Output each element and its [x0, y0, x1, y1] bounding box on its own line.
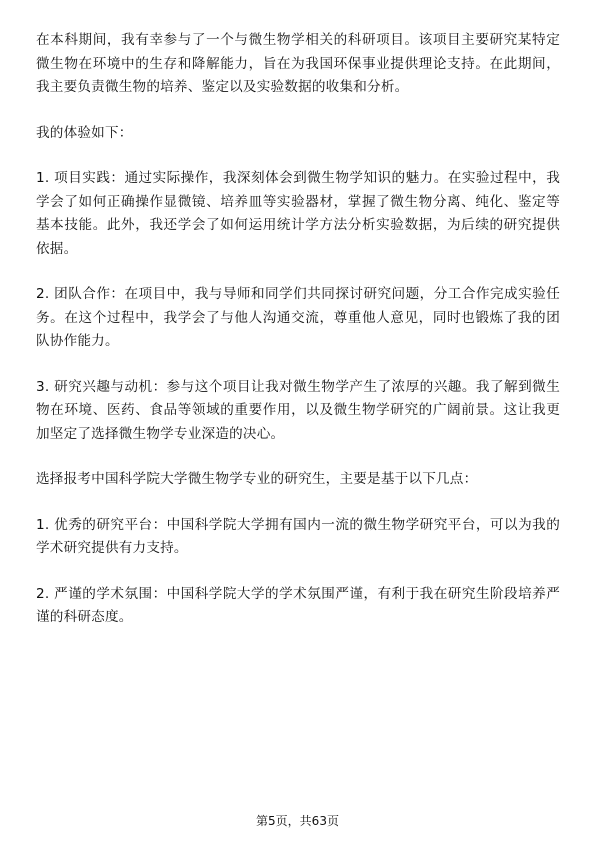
paragraph-reasons-heading: 选择报考中国科学院大学微生物学专业的研究生，主要是基于以下几点：: [36, 471, 478, 487]
paragraph-experience-heading: 我的体验如下：: [36, 124, 133, 141]
paragraph-spacer: [36, 261, 560, 283]
paragraph-teamwork: 2. 团队合作：在项目中，我与导师和同学们共同探讨研究问题，分工合作完成实验任务。在这个过程中，我学会了与他人沟通交流，尊重他人意见，同时也锻炼了我的团队协作能力。: [36, 286, 560, 349]
paragraph-project-practice: 1. 项目实践：通过实际操作，我深刻体会到微生物学知识的魅力。在实验过程中，我学会了如何正确操作显微镜、培养皿等实验器材，掌握了微生物分离、纯化、鉴定等基本技能。此外，我还学会了如何运用统计学方法分析实验数据，为后续的研究提供依据。: [36, 170, 560, 257]
paragraph-spacer: [36, 561, 560, 583]
paragraph-spacer: [36, 492, 560, 514]
paragraph-spacer: [36, 145, 560, 167]
paragraph-spacer: [36, 446, 560, 468]
paragraph-research-project: 在本科期间，我有幸参与了一个与微生物学相关的科研项目。该项目主要研究某特定微生物在环境中的生存和降解能力，旨在为我国环保事业提供理论支持。在此期间，我主要负责微生物的培养、鉴定以及实验数据的收集和分析。: [36, 32, 560, 95]
paragraph-research-interest: 3. 研究兴趣与动机：参与这个项目让我对微生物学产生了浓厚的兴趣。我了解到微生物在环境、医药、食品等领域的重要作用，以及微生物学研究的广阔前景。这让我更加坚定了选择微生物学专业深造的决心。: [36, 378, 560, 442]
page-number-footer: 第5页，共63页: [256, 814, 339, 828]
paragraph-spacer: [36, 100, 560, 122]
document-body: [36, 29, 560, 630]
paragraph-spacer: [36, 354, 560, 376]
paragraph-research-platform: 1. 优秀的研究平台：中国科学院大学拥有国内一流的微生物学研究平台，可以为我的学术研究提供有力支持。: [36, 516, 560, 556]
paragraph-academic-atmosphere: 2. 严谨的学术氛围：中国科学院大学的学术氛围严谨，有利于我在研究生阶段培养严谨的科研态度。: [36, 585, 560, 625]
